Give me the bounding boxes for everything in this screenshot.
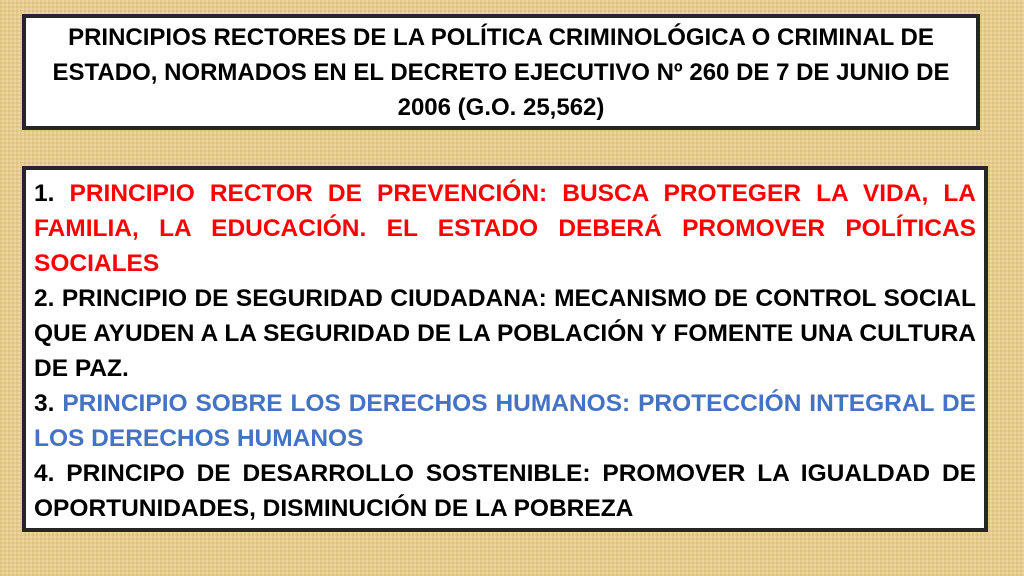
- principle-item-security: [34, 281, 976, 386]
- principle-text: PRINCIPIO SOBRE LOS DERECHOS HUMANOS: PROTECCIÓN INTEGRAL DE LOS DERECHOS HUMANOS: [34, 390, 976, 452]
- title-box: [22, 14, 980, 130]
- slide-title: PRINCIPIOS RECTORES DE LA POLÍTICA CRIMINOLÓGICA O CRIMINAL DE ESTADO, NORMADOS EN EL DECRETO EJECUTIVO Nº 260 DE 7 DE JUNIO DE 2006 (G.O. 25,562): [52, 23, 950, 121]
- principle-text: PRINCIPIO DE SEGURIDAD CIUDADANA: MECANISMO DE CONTROL SOCIAL QUE AYUDEN A LA SEGURIDAD DE LA POBLACIÓN Y FOMENTE UNA CULTURA DE PAZ.: [34, 285, 976, 382]
- principle-number: 3.: [34, 390, 55, 417]
- principle-number: 2.: [34, 285, 55, 312]
- principle-text: PRINCIPO DE DESARROLLO SOSTENIBLE: PROMOVER LA IGUALDAD DE OPORTUNIDADES, DISMINUCIÓN DE LA POBREZA: [34, 460, 976, 522]
- principle-text: PRINCIPIO RECTOR DE PREVENCIÓN: BUSCA PROTEGER LA VIDA, LA FAMILIA, LA EDUCACIÓN. EL ESTADO DEBERÁ PROMOVER POLÍTICAS SOCIALES: [34, 180, 976, 277]
- principle-number: 1.: [34, 180, 55, 207]
- principle-item-prevention: [34, 176, 976, 281]
- principle-item-human-rights: [34, 386, 976, 456]
- principle-number: 4.: [34, 460, 55, 487]
- content-box: [22, 166, 988, 532]
- principle-item-sustainable-development: [34, 456, 976, 526]
